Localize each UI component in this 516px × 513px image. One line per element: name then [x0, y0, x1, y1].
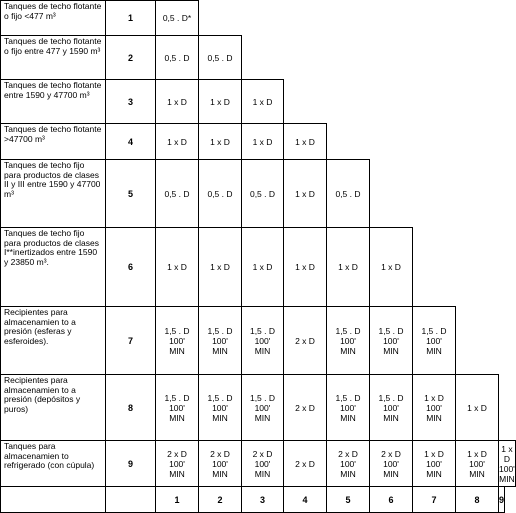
distance-cell: 0,5 . D: [198, 159, 242, 228]
distance-cell: 1 x D: [283, 159, 327, 228]
distance-cell: 1 x D: [198, 123, 242, 160]
column-number: 4: [283, 486, 327, 513]
distance-cell: 1,5 . D 100' MIN: [412, 306, 456, 375]
row-number: 9: [105, 440, 156, 487]
distance-cell: 0,5 . D: [155, 159, 199, 228]
distance-cell: 1,5 . D 100' MIN: [155, 306, 199, 375]
distance-cell: 1,5 . D 100' MIN: [369, 306, 413, 375]
distance-cell: 1,5 . D 100' MIN: [198, 306, 242, 375]
column-number: 8: [455, 486, 499, 513]
row-number: 5: [105, 159, 156, 228]
column-number: 5: [326, 486, 370, 513]
footer-blank: [105, 486, 156, 513]
distance-cell: 2 x D 100' MIN: [198, 440, 242, 487]
distance-cell: 0,5 . D: [198, 35, 242, 80]
column-number: 6: [369, 486, 413, 513]
distance-cell: 1 x D: [155, 123, 199, 160]
row-number: 1: [105, 0, 156, 36]
row-description: Tanques de techo fijo para productos de clases I**inertizados entre 1590 y 23850 m³.: [0, 227, 106, 307]
distance-cell: 1,5 . D 100' MIN: [326, 306, 370, 375]
distance-cell: 1,5 . D 100' MIN: [369, 374, 413, 441]
row-description: Tanques de techo flotante o fijo entre 477 y 1590 m³: [0, 35, 106, 80]
distance-cell: 1 x D: [369, 227, 413, 307]
column-number: 1: [155, 486, 199, 513]
row-number: 3: [105, 79, 156, 124]
row-number: 8: [105, 374, 156, 441]
distance-cell: 2 x D: [283, 440, 327, 487]
row-description: Tanques para almacenamien to refrigerado (con cúpula): [0, 440, 106, 487]
distance-cell: 2 x D 100' MIN: [369, 440, 413, 487]
distance-cell: 1,5 . D 100' MIN: [198, 374, 242, 441]
row-description: Recipientes para almacenamien to a presión (esferas y esferoides).: [0, 306, 106, 375]
distance-cell: 1,5 . D 100' MIN: [326, 374, 370, 441]
distance-cell: 2 x D 100' MIN: [326, 440, 370, 487]
row-number: 7: [105, 306, 156, 375]
distance-cell: 1,5 . D 100' MIN: [155, 374, 199, 441]
distance-cell: 1 x D: [241, 227, 284, 307]
distance-cell: 0,5 . D: [326, 159, 370, 228]
distance-cell: 1 x D 100' MIN: [412, 440, 456, 487]
distance-cell: 1 x D: [283, 123, 327, 160]
column-number: 3: [241, 486, 284, 513]
distance-cell: 1 x D: [198, 79, 242, 124]
distance-cell: 0,5 . D: [155, 35, 199, 80]
row-description: Recipientes para almacenamien to a presión (depósitos y puros): [0, 374, 106, 441]
row-number: 4: [105, 123, 156, 160]
row-description: Tanques de techo flotante o fijo <477 m³: [0, 0, 106, 36]
row-description: Tanques de techo flotante >47700 m³: [0, 123, 106, 160]
footer-blank: [0, 486, 106, 513]
row-number: 2: [105, 35, 156, 80]
distance-cell: 1 x D: [283, 227, 327, 307]
distance-cell: 1 x D 100' MIN: [498, 440, 516, 487]
distance-cell: 1 x D: [241, 123, 284, 160]
column-number: 9: [498, 486, 505, 513]
row-description: Tanques de techo fijo para productos de clases II y III entre 1590 y 47700 m³: [0, 159, 106, 228]
row-description: Tanques de techo flotante entre 1590 y 47700 m³: [0, 79, 106, 124]
distance-cell: 1 x D: [241, 79, 284, 124]
distance-cell: 1,5 . D 100' MIN: [241, 306, 284, 375]
distance-cell: 1 x D 100' MIN: [455, 440, 499, 487]
distance-cell: 1,5 . D 100' MIN: [241, 374, 284, 441]
column-number: 2: [198, 486, 242, 513]
distance-cell: 2 x D: [283, 306, 327, 375]
distance-cell: 2 x D 100' MIN: [155, 440, 199, 487]
distance-cell: 1 x D: [155, 227, 199, 307]
distance-cell: 2 x D 100' MIN: [241, 440, 284, 487]
column-number: 7: [412, 486, 456, 513]
distance-cell: 0,5 . D*: [155, 0, 199, 36]
distance-cell: 2 x D: [283, 374, 327, 441]
distance-cell: 1 x D: [198, 227, 242, 307]
distance-cell: 1 x D: [455, 374, 499, 441]
distance-cell: 1 x D 100' MIN: [412, 374, 456, 441]
distance-cell: 1 x D: [155, 79, 199, 124]
row-number: 6: [105, 227, 156, 307]
distance-cell: 0,5 . D: [241, 159, 284, 228]
distance-cell: 1 x D: [326, 227, 370, 307]
